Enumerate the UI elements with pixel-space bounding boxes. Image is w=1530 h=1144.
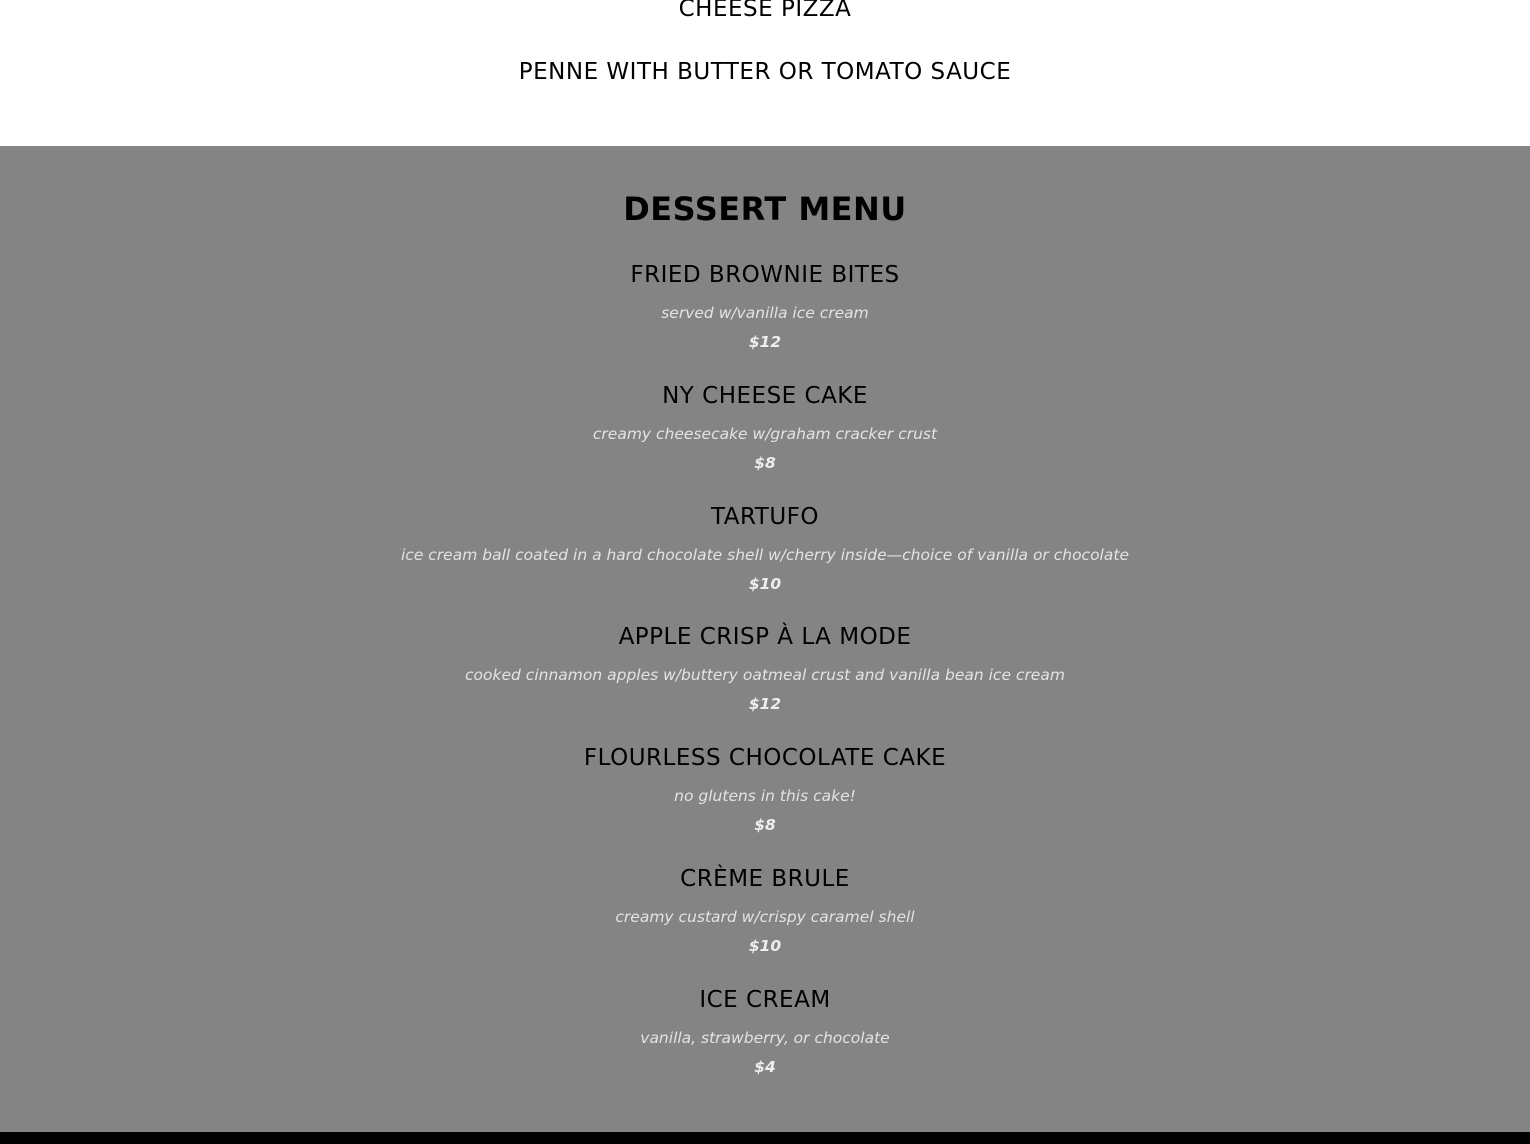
menu-item-price: $8 xyxy=(754,454,776,472)
menu-item-price: $12 xyxy=(748,695,782,713)
menu-item-price: $4 xyxy=(754,1058,776,1076)
menu-item-name: ICE CREAM xyxy=(699,987,831,1013)
menu-item-description: served w/vanilla ice cream xyxy=(661,304,869,322)
menu-item-name: FRIED BROWNIE BITES xyxy=(630,262,900,288)
dessert-item-apple-crisp xyxy=(0,623,1530,733)
menu-item-name: CRÈME BRULE xyxy=(680,866,850,892)
menu-item-price: $8 xyxy=(754,816,776,834)
menu-item-description: cooked cinnamon apples w/buttery oatmeal crust and vanilla bean ice cream xyxy=(465,666,1065,684)
menu-item-description: ice cream ball coated in a hard chocolate shell w/cherry inside—choice of vanilla or chocolate xyxy=(401,546,1129,564)
dessert-item-fried-brownie-bites xyxy=(0,261,1530,371)
menu-item-description: creamy cheesecake w/graham cracker crust xyxy=(592,425,938,443)
menu-item-description: no glutens in this cake! xyxy=(674,787,856,805)
menu-item-price: $10 xyxy=(748,575,782,593)
menu-item-name: FLOURLESS CHOCOLATE CAKE xyxy=(583,745,947,771)
menu-item-name: PENNE WITH BUTTER OR TOMATO SAUCE xyxy=(518,59,1012,85)
menu-item-name: NY CHEESE CAKE xyxy=(662,383,868,409)
dessert-item-tartufo xyxy=(0,503,1530,613)
kids-menu-section xyxy=(0,0,1530,146)
dessert-item-flourless-chocolate-cake xyxy=(0,744,1530,854)
footer-bar xyxy=(0,1132,1530,1144)
dessert-menu-section xyxy=(0,146,1530,1132)
menu-item-description: creamy custard w/crispy caramel shell xyxy=(615,908,915,926)
dessert-item-creme-brule xyxy=(0,865,1530,975)
menu-item-price: $10 xyxy=(748,937,782,955)
menu-item-name: CHEESE PIZZA xyxy=(678,0,852,22)
section-title: DESSERT MENU xyxy=(623,190,907,228)
menu-item-name: APPLE CRISP À LA MODE xyxy=(618,624,912,650)
menu-item-name: TARTUFO xyxy=(710,504,820,530)
menu-item-price: $12 xyxy=(748,333,782,351)
menu-item-description: vanilla, strawberry, or chocolate xyxy=(640,1029,890,1047)
dessert-item-ny-cheese-cake xyxy=(0,382,1530,492)
dessert-item-ice-cream xyxy=(0,986,1530,1096)
